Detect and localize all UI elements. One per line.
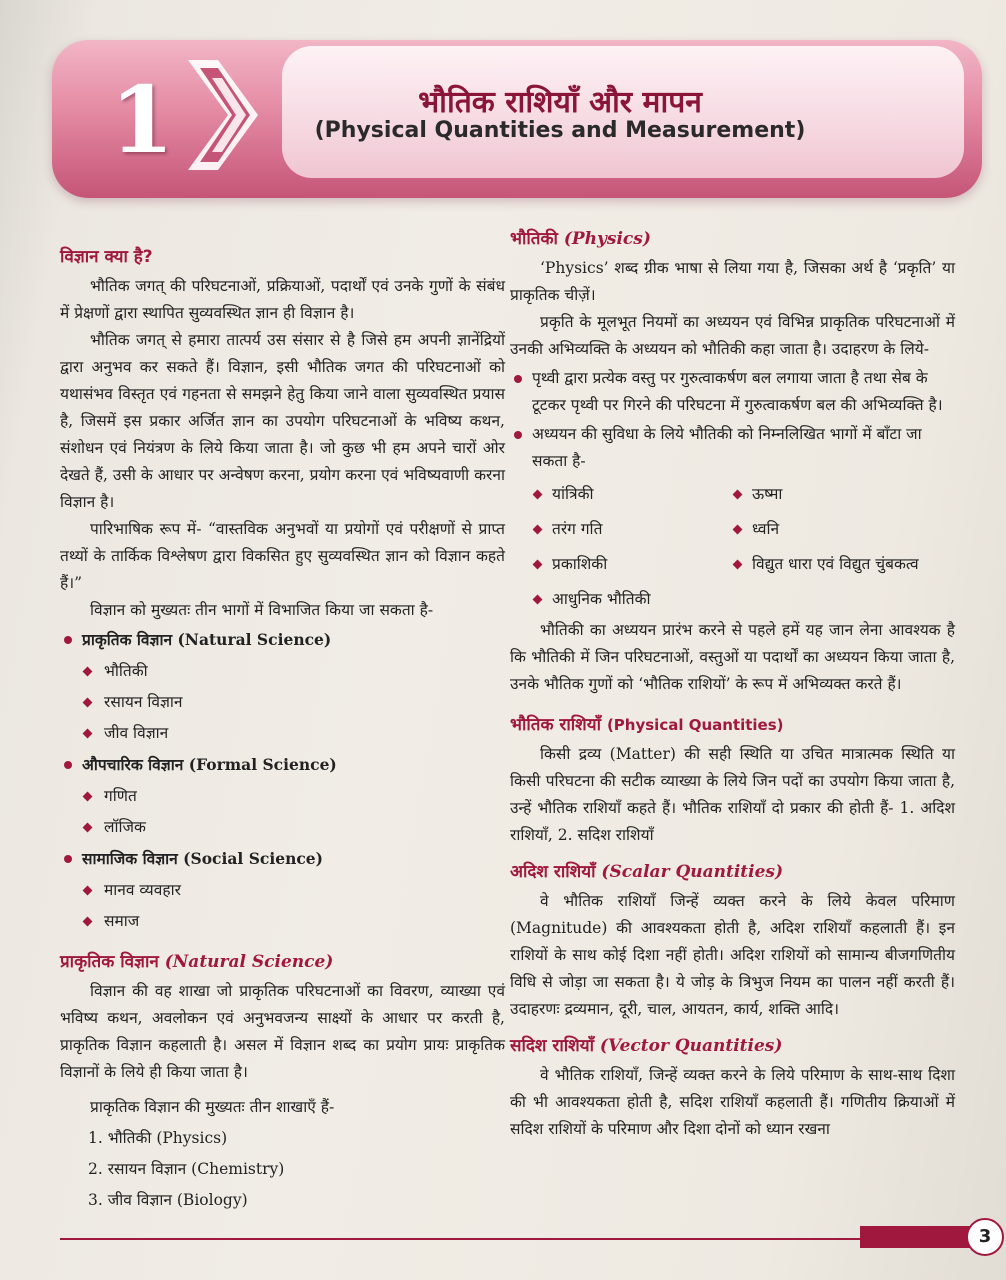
footer-bar	[860, 1226, 970, 1248]
chapter-number: 1	[110, 66, 175, 174]
page-number: 3	[966, 1218, 1004, 1256]
paragraph: प्रकृति के मूलभूत नियमों का अध्ययन एवं विभिन्न प्राकृतिक परिघटनाओं में उनकी अभिव्यक्ति के अध्ययन को भौतिकी कहा जाता है। उदाहरण के लिये-	[510, 313, 955, 358]
list-item: 2. रसायन विज्ञान (Chemistry)	[88, 1160, 285, 1178]
list-item: तरंग गति	[530, 516, 720, 543]
list-item: यांत्रिकी	[530, 481, 720, 508]
heading-hindi: भौतिकी	[510, 229, 558, 249]
paragraph: ‘Physics’ शब्द ग्रीक भाषा से लिया गया है, जिसका अर्थ है ‘प्रकृति’ या प्राकृतिक चीज़ें।	[510, 259, 955, 304]
list-item: जीव विज्ञान	[60, 720, 505, 747]
category-formal-science	[60, 751, 505, 779]
list-item: लॉजिक	[60, 814, 505, 841]
footer-rule	[60, 1238, 920, 1240]
heading-hindi: प्राकृतिक विज्ञान	[60, 952, 159, 972]
heading-hindi: अदिश राशियाँ	[510, 862, 596, 882]
paragraph: वे भौतिक राशियाँ जिन्हें व्यक्त करने के लिये केवल परिमाण (Magnitude) की आवश्यकता होती है, अदिश राशियाँ कहलाती हैं। इन राशियों के साथ कोई दिशा नहीं होती। अदिश राशियों को सामान्य बीजगणितीय विधि से जोड़ा जा सकता है। ये जोड़ के त्रिभुज नियम का पालन नहीं करती हैं। उदाहरणः द्रव्यमान, दूरी, चाल, आयतन, कार्य, शक्ति आदि।	[510, 892, 955, 1018]
right-column	[510, 220, 955, 1143]
heading-english: (Natural Science)	[164, 952, 334, 972]
heading-english: (Scalar Quantities)	[601, 862, 784, 882]
category-social-science	[60, 845, 505, 873]
list-item: आधुनिक भौतिकी	[530, 586, 720, 613]
chevron-arrows-icon	[188, 60, 268, 170]
physics-parts-grid	[510, 477, 955, 617]
paragraph: भौतिक जगत् से हमारा तात्पर्य उस संसार से है जिसे हम अपनी ज्ञानेंद्रियों द्वारा अनुभव कर सकते हैं। विज्ञान, इसी भौतिक जगत की परिघटनाओं को यथासंभव विस्तृत एवं गहनता से समझने हेतु किया जाने वाला सुव्यवस्थित प्रयास है, जिसमें इस प्रकार अर्जित ज्ञान का उपयोग परिघटनाओं के भविष्य कथन, संशोधन एवं नियंत्रण के लिये किया जाता है। जो कुछ भी हम अपने चारों ओर देखते हैं, उसी के आधार पर अन्वेषण करना, प्रयोग करना एवं भविष्यवाणी करना विज्ञान है।	[60, 331, 505, 511]
chapter-title-english: (Physical Quantities and Measurement)	[314, 118, 806, 143]
bullet-item: अध्ययन की सुविधा के लिये भौतिकी को निम्नलिखित भागों में बाँटा जा सकता है-	[510, 421, 955, 475]
heading-vector-quantities	[510, 1033, 955, 1060]
list-item: 3. जीव विज्ञान (Biology)	[88, 1191, 248, 1209]
paragraph: भौतिकी का अध्ययन प्रारंभ करने से पहले हमें यह जान लेना आवश्यक है कि भौतिकी में जिन परिघटनाओं, वस्तुओं या पदार्थों का अध्ययन किया जाता है, उनके भौतिक गुणों को ‘भौतिक राशियों’ के रूप में अभिव्यक्त करते हैं।	[510, 621, 955, 693]
list-item: रसायन विज्ञान	[60, 689, 505, 716]
paragraph: भौतिक जगत् की परिघटनाओं, प्रक्रियाओं, पदार्थों एवं उनके गुणों के संबंध में प्रेक्षणों द्वारा स्थापित सुव्यवस्थित ज्ञान ही विज्ञान है।	[60, 277, 505, 322]
list-item: ध्वनि	[730, 516, 960, 543]
heading-english: (Physics)	[563, 229, 651, 249]
paragraph: किसी द्रव्य (Matter) की सही स्थिति या उचित मात्रात्मक स्थिति या किसी परिघटना की सटीक व्याख्या के लिये जिन पदों का उपयोग किया जाता है, उन्हें भौतिक राशियाँ कहते हैं। भौतिक राशियाँ दो प्रकार की होती हैं- 1. अदिश राशियाँ, 2. सदिश राशियाँ	[510, 745, 955, 844]
heading-hindi: सदिश राशियाँ	[510, 1036, 594, 1056]
list-item: समाज	[60, 908, 505, 935]
heading-scalar-quantities	[510, 859, 955, 886]
list-item: गणित	[60, 783, 505, 810]
list-item: प्रकाशिकी	[530, 551, 720, 578]
heading-english: (Physical Quantities)	[606, 716, 784, 734]
list-item: भौतिकी	[60, 658, 505, 685]
bullet-item: पृथ्वी द्वारा प्रत्येक वस्तु पर गुरुत्वाकर्षण बल लगाया जाता है तथा सेब के टूटकर पृथ्वी पर गिरने की परिघटना में गुरुत्वाकर्षण बल की अभिव्यक्ति है।	[510, 365, 955, 419]
heading-hindi: भौतिक राशियाँ	[510, 715, 602, 735]
chapter-title-hindi: भौतिक राशियाँ और मापन	[418, 85, 702, 120]
paragraph: विज्ञान की वह शाखा जो प्राकृतिक परिघटनाओं का विवरण, व्याख्या एवं भविष्य कथन, अवलोकन एवं अनुभवजन्य साक्ष्यों के आधार पर करती है, प्राकृतिक विज्ञान कहलाती है। असल में विज्ञान शब्द का प्रयोग प्रायः प्राकृतिक विज्ञानों के लिये ही किया जाता है।	[60, 982, 505, 1081]
list-item: 1. भौतिकी (Physics)	[88, 1129, 228, 1147]
paragraph: विज्ञान को मुख्यतः तीन भागों में विभाजित किया जा सकता है-	[90, 601, 434, 619]
heading-physics	[510, 226, 955, 253]
category-natural-science	[60, 626, 505, 654]
list-item: ऊष्मा	[730, 481, 960, 508]
category-label: सामाजिक विज्ञान (Social Science)	[82, 849, 323, 868]
heading-natural-science	[60, 949, 505, 976]
category-label: औपचारिक विज्ञान (Formal Science)	[82, 755, 337, 774]
list-item: मानव व्यवहार	[60, 877, 505, 904]
list-item: विद्युत धारा एवं विद्युत चुंबकत्व	[730, 551, 960, 578]
heading-physical-quantities	[510, 712, 955, 739]
heading-english: (Vector Quantities)	[599, 1036, 783, 1056]
paragraph: प्राकृतिक विज्ञान की मुख्यतः तीन शाखाएँ हैं-	[90, 1098, 335, 1116]
heading-what-is-science: विज्ञान क्या है?	[60, 247, 153, 267]
paragraph: वे भौतिक राशियाँ, जिन्हें व्यक्त करने के लिये परिमाण के साथ-साथ दिशा की भी आवश्यकता होती है, सदिश राशियाँ कहलाती हैं। गणितीय क्रियाओं में सदिश राशियों के परिमाण और दिशा दोनों को ध्यान रखना	[510, 1066, 955, 1138]
paragraph: पारिभाषिक रूप में- “वास्तविक अनुभवों या प्रयोगों एवं परीक्षणों से प्राप्त तथ्यों के तार्किक विश्लेषण द्वारा विकसित हुए सुव्यवस्थित ज्ञान को विज्ञान कहते हैं।”	[60, 520, 505, 592]
category-label: प्राकृतिक विज्ञान (Natural Science)	[82, 630, 332, 649]
left-column	[60, 238, 505, 1218]
